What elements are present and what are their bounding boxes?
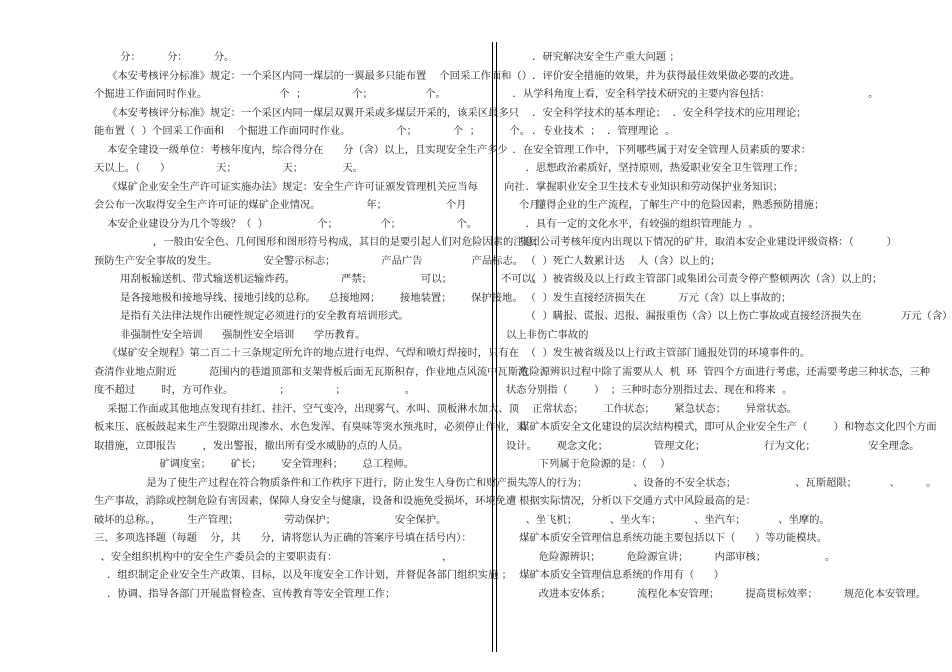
text-line: （ ）发生直接经济损失在 万元（含）以上事故的；	[506, 291, 792, 304]
text-line: ．评价安全措施的效果，并为获得最佳效果做必要的改进。	[506, 69, 800, 82]
text-line: 下列属于危险源的是：（ ）	[506, 458, 671, 470]
text-line: 本安企业建设分为几个等级？（ ） 个； 个； 个。	[94, 217, 478, 230]
text-line: 、安全组织机构中的安全生产委员会的主要职责有： ，	[94, 550, 453, 563]
text-line: 、人的行为； 、设备的不安全状态； 、瓦斯超限； 、 。	[506, 476, 937, 489]
text-line: 煤矿本质安全文化建设的层次结构模式，即可从企业安全生产（ ）和物态文化四个方面	[506, 421, 937, 433]
text-line: 设计。 观念文化； 管理文化； 行为文化； 安全理念。	[506, 439, 920, 452]
text-line: 煤矿本质安全管理信息系统功能主要包括以下（ ）等功能模块。	[506, 532, 828, 544]
text-line: ．从学科角度上看，安全科学技术研究的主要内容包括： 。	[506, 88, 879, 100]
text-line: 天以上。（ ） 天； 天； 天。	[94, 162, 363, 174]
text-line: ．懂得企业的生产流程，了解生产中的危险因素，熟悉预防措施；	[506, 199, 825, 211]
text-line: 《本安考核评分标准》规定：一个采区内同一煤层的一翼最多只能布置 个回采工作面和（）	[94, 69, 533, 82]
column-divider	[492, 42, 493, 652]
text-line: ．组织制定企业安全生产政策、目标，以及年度安全工作计划，并督促各部门组织实施 ；	[94, 569, 512, 581]
text-line: 以上非伤亡事故的	[506, 328, 589, 341]
text-line: 用刮板输送机、带式输送机运输炸药。 严禁； 可以； 不可以。	[94, 273, 543, 285]
text-line: ．掌握职业安全卫生技术专业知识和劳动保护业务知识；	[506, 180, 784, 193]
text-line: 取措施，立即报告 ，发出警报，撤出所有受水威胁的点的人员。	[94, 439, 409, 452]
text-line: 能布置（ ）个回采工作面和 个掘进工作面同时作业。 个； 个 ； 个。	[94, 125, 531, 137]
text-line: （ ）被省级及以上行政主管部门或集团公司责令停产整顿两次（含）以上的；	[506, 273, 883, 285]
text-line: 是为了使生产过程在符合物质条件和工作秩序下进行，防止发生人身伤亡和财产损失等	[94, 476, 538, 489]
text-line: 《本安考核评分标准》规定：一个采区内同一煤层双翼开采或多煤层开采的，该采区最多只	[94, 106, 519, 119]
text-line: 根据实际情况，分析以下交通方式中风险最高的是：	[506, 495, 756, 507]
text-line: ．在安全管理工作中，下列哪些属于对安全管理人员素质的要求：	[506, 143, 812, 156]
text-line: 破坏的总称。， 生产管理； 劳动保护； 安全保护。	[94, 513, 447, 526]
text-line: 个掘进工作面同时作业。 个 ； 个； 个。	[94, 88, 446, 100]
text-line: 板来压、底板鼓起来生产生裂隙出现渗水、水色发浑、有臭味等突水预兆时，必须停止作业，采	[94, 421, 527, 433]
text-line: （ ）瞒报、谎报、迟报、漏报重伤（含）以上伤亡事故或直接经济损失在 万元（含）	[506, 310, 952, 322]
text-line: 矿调度室； 矿长； 安全管理科； 总工程师。	[94, 458, 415, 470]
text-line: ．具有一定的文化水平，有较强的组织管理能力 。	[506, 217, 759, 230]
text-line: ．研究解决安全生产重大问题 ；	[506, 51, 680, 63]
text-line: 改进本安体系； 流程化本安管理； 提高贯标效率； 规范化本安管理。	[506, 587, 927, 600]
text-line: 查清作业地点附近 范围内的巷道顶部和支架背板后面无瓦斯积存，作业地点风流中瓦斯浓	[94, 365, 529, 378]
text-line: 《煤矿安全规程》第二百二十三条规定所允许的地点进行电焊、气焊和喷灯焊接时，只有在	[94, 347, 519, 359]
text-line: 三、多项选择题（每题 分，共 分，请将您认为正确的答案序号填在括号内）：	[94, 532, 472, 544]
text-line: 预防生产安全事故的发生。 安全警示标志； 产品广告 产品标志。	[94, 254, 524, 267]
text-line: 分： 分： 分。	[94, 51, 235, 63]
text-line: （ ）发生被省级及以上行政主管部门通报处罚的环境事件的。	[506, 347, 811, 359]
text-line: ．协调、指导各部门开展监督检查、宣传教育等安全管理工作；	[94, 587, 396, 600]
text-line: 采掘工作面或其他地点发现有挂红、挂汗、空气变冷，出现雾气、水叫、顶板淋水加大、顶	[94, 402, 519, 415]
text-line: ，一般由安全色、几何图形和图形符号构成，其目的是要引起人们对危险因素的注意，	[94, 236, 545, 248]
text-line: 煤矿本质安全管理信息系统的作用有（ ）	[506, 569, 725, 581]
text-line: 危险源辨识； 危险源宣讲； 内部审核； 。	[506, 550, 836, 563]
text-line: 、坐飞机； 、坐火车； 、坐汽车； 、坐摩的。	[506, 513, 830, 526]
text-line: （ ）死亡人数累计达 人（含）以上的；	[506, 254, 721, 267]
column-divider-inner	[496, 42, 497, 652]
text-line: ．安全科学技术的基本理论； ．安全科学技术的应用理论；	[506, 106, 807, 119]
right-column	[506, 48, 952, 603]
text-line: 生产事故，消除或控制危险有害因素，保障人身安全与健康，设备和设施免受损坏，环境免遭	[94, 495, 517, 507]
text-line: ．专业技术 ； ．管理理论 。	[506, 125, 676, 137]
text-line: 会公布一次取得安全生产许可证的煤矿企业情况。 年； 个月 个月。	[94, 199, 550, 211]
text-line: ．思想政治素质好，坚持原则，热爱职业安全卫生管理工作；	[506, 162, 804, 174]
text-line: 非强制性安全培训 强制性安全培训 学历教育。	[94, 328, 366, 341]
text-line: 状态分别指（ ） ；三种时态分别指过去、现在和将来 。	[506, 384, 793, 396]
text-line: 本安全建设一级单位：考核年度内，综合得分在 分（含）以上，且实现安全生产多少	[94, 143, 508, 156]
text-line: 正常状态； 工作状态； 紧急状态； 异常状态。	[506, 402, 798, 415]
text-line: 是各接地极和接地导线、接地引线的总称。 总接地网； 接地装置； 保护接地。	[94, 291, 523, 304]
text-line: 集团公司考核年度内出现以下情况的矿井，取消本安企业建设评级资格：（ ）	[506, 236, 897, 248]
text-line: 是指有关法律法规作出硬性规定必须进行的安全教育培训形式。	[94, 310, 409, 322]
text-line: 危险源辨识过程中除了需要从人 机 环 管四个方面进行考虑，还需要考虑三种状态，三种	[506, 365, 931, 378]
text-line: 度不超过 时，方可作业。 ； ； 。	[94, 384, 415, 396]
text-line: 《煤矿企业安全生产许可证实施办法》规定：安全生产许可证颁发管理机关应当每 向社	[94, 180, 525, 193]
